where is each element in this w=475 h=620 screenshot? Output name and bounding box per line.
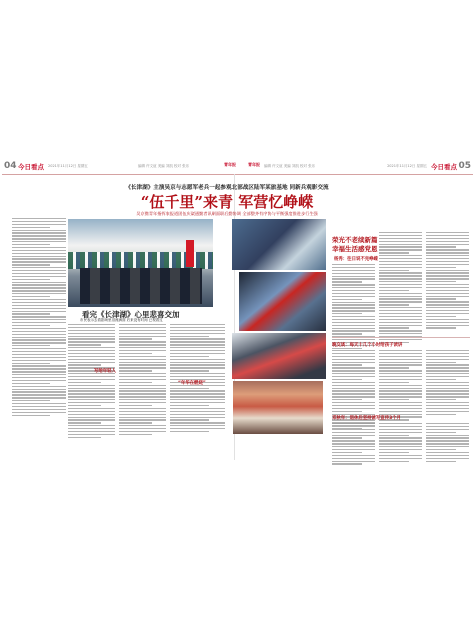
photo-front-row: [80, 268, 202, 304]
right-bottom-column-b: [379, 423, 422, 463]
headline-main: “伍千里”来青 军营忆峥嵘: [140, 193, 314, 211]
right-bottom-column-c: [426, 423, 469, 463]
center-subhead: “年华在燃烧”: [178, 381, 206, 386]
page-header-bar: [2, 160, 473, 175]
right-editor-meta: 编辑 许文谊 美编 刘凯 校对 张乐: [264, 164, 316, 168]
right-feature-title-line2: 幸福生活感党恩: [332, 245, 378, 253]
right-feature-kicker: 杨秀：往日说不完峥嵘: [334, 257, 378, 262]
left-section-subtitle: 市民表示去看剧场里泪流满面 后来没有时间 已观看过: [80, 318, 163, 322]
left-logo: 青年报: [224, 162, 236, 167]
right-lower-column-b: [379, 350, 422, 422]
middle-right-photo: [239, 272, 326, 331]
right-column-c: [426, 232, 469, 330]
right-section-divider: [332, 337, 470, 338]
newspaper-spread: [2, 160, 473, 465]
right-column-b: [379, 232, 422, 345]
right-date-meta: 2021年11月12日 星期五: [387, 164, 427, 168]
right-bottom-column-a: [332, 423, 375, 466]
left-mid-column-b: [119, 324, 166, 437]
lower-right-photo: [232, 333, 326, 379]
right-feature-title-line1: 荣光不老续新篇: [332, 236, 378, 244]
left-editor-meta: 编辑 许文谊 美编 刘凯 校对 张乐: [138, 164, 190, 168]
right-brand-title: 今日看点: [431, 163, 457, 171]
veteran-book-photo: [233, 381, 323, 434]
headline-subtitle: 吴京携青年指挥家报道团伍庆崴通勤者讯刷面职后勤协调 全部整齐有序协与平衡强度推进步行生强: [136, 211, 318, 216]
headline-kicker: 《长津湖》主演吴京与志愿军老兵一起参观北部战区陆军某旅基地 同新兵观影交流: [125, 185, 329, 191]
right-footer-note: 邓秋年：退休后坚持读写宣传3个月: [332, 416, 401, 421]
left-section-title: 看完《长津湖》心里悲喜交加: [82, 310, 180, 319]
left-column-text: [12, 218, 66, 417]
top-right-photo: [232, 219, 326, 270]
photo-red-flag: [186, 240, 194, 267]
left-subhead: 写给年轻人: [94, 369, 116, 374]
center-column-text: [170, 324, 225, 434]
right-logo: 青年报: [248, 162, 260, 167]
right-lower-title: 晚交谈：每天十几个小时给孩子读讲: [332, 343, 403, 348]
left-date-meta: 2021年11月12日 星期五: [48, 164, 88, 168]
right-page-number: 05: [458, 161, 471, 171]
left-mid-column-a: [68, 324, 115, 440]
left-brand-title: 今日看点: [18, 163, 44, 171]
left-page-number: 04: [4, 161, 17, 171]
main-group-photo: [68, 219, 213, 307]
right-lower-column-c: [426, 350, 469, 416]
